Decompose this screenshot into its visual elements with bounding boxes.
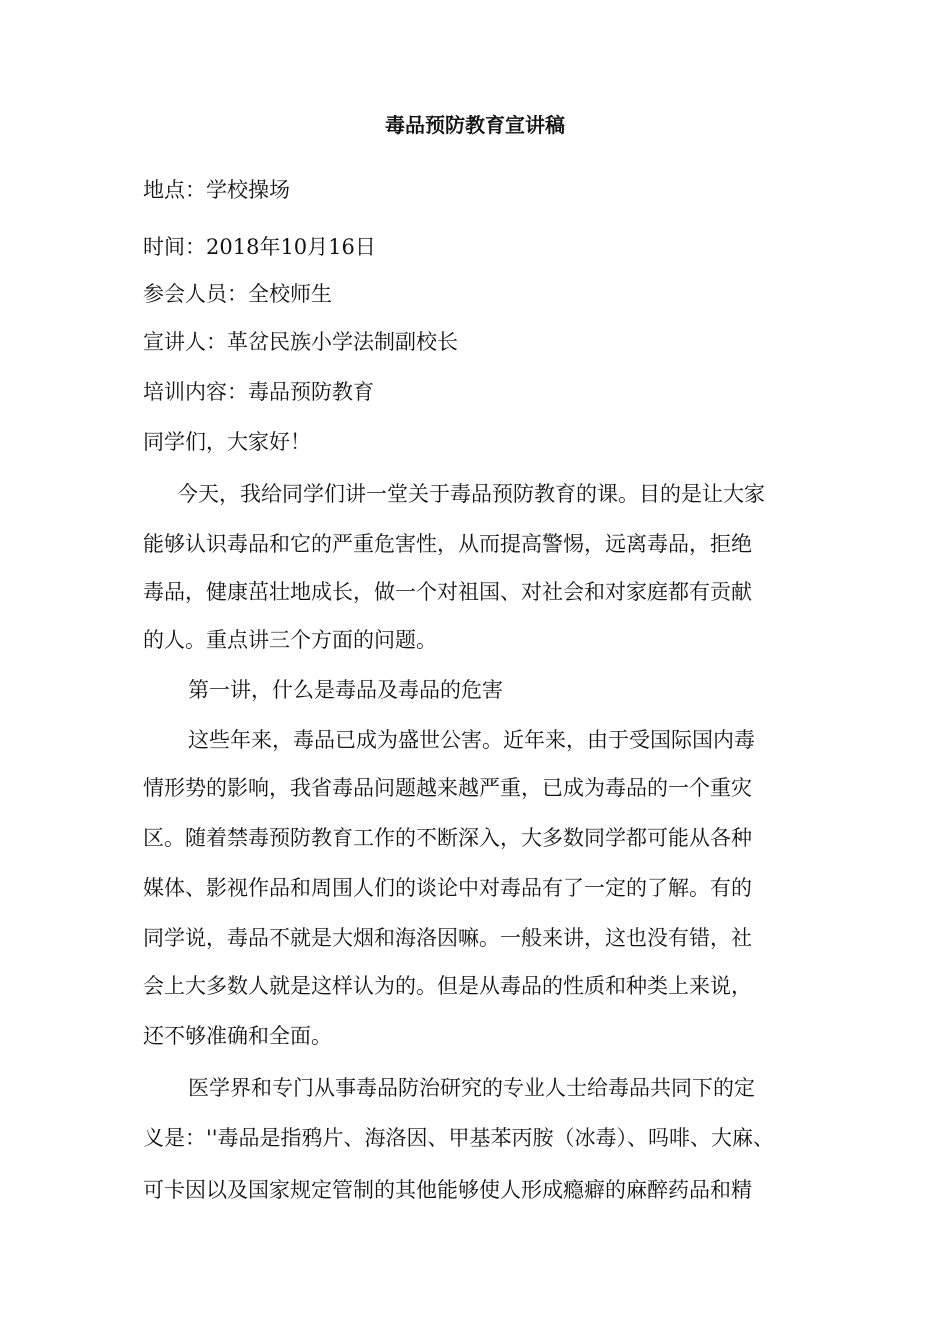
section-heading: 第一讲，什么是毒品及毒品的危害 — [188, 678, 503, 702]
paragraph-line: 同学说，毒品不就是大烟和海洛因嘛。一般来讲，这也没有错，社 — [143, 926, 752, 950]
meta-location: 地点：学校操场 — [143, 178, 290, 202]
paragraph-line: 能够认识毒品和它的严重危害性，从而提高警惕，远离毒品，拒绝 — [143, 532, 752, 556]
paragraph-line: 毒品，健康茁壮地成长，做一个对祖国、对社会和对家庭都有贡献 — [143, 580, 752, 604]
paragraph-line: 义是：''毒品是指鸦片、海洛因、甲基苯丙胺（冰毒）、吗啡、大麻、 — [143, 1126, 775, 1150]
paragraph-line: 医学界和专门从事毒品防治研究的专业人士给毒品共同下的定 — [188, 1076, 755, 1100]
meta-attendees: 参会人员：全校师生 — [143, 282, 332, 306]
paragraph-line: 这些年来，毒品已成为盛世公害。近年来，由于受国际国内毒 — [188, 728, 755, 752]
meta-speaker: 宣讲人：革岔民族小学法制副校长 — [143, 330, 458, 354]
paragraph-line: 还不够准确和全面。 — [143, 1024, 332, 1048]
document-title: 毒品预防教育宣讲稿 — [385, 113, 565, 137]
paragraph-line: 会上大多数人就是这样认为的。但是从毒品的性质和种类上来说， — [143, 974, 752, 998]
paragraph-line: 今天，我给同学们讲一堂关于毒品预防教育的课。目的是让大家 — [177, 482, 765, 506]
greeting: 同学们，大家好！ — [143, 430, 311, 454]
paragraph-line: 可卡因以及国家规定管制的其他能够使人形成瘾癖的麻醉药品和精 — [143, 1178, 752, 1202]
meta-time: 时间：2018年10月16日 — [143, 235, 376, 259]
meta-topic: 培训内容：毒品预防教育 — [143, 380, 374, 404]
paragraph-line: 区。随着禁毒预防教育工作的不断深入，大多数同学都可能从各种 — [143, 826, 752, 850]
paragraph-line: 情形势的影响，我省毒品问题越来越严重，已成为毒品的一个重灾 — [143, 776, 752, 800]
paragraph-line: 媒体、影视作品和周围人们的谈论中对毒品有了一定的了解。有的 — [143, 876, 752, 900]
paragraph-line: 的人。重点讲三个方面的问题。 — [143, 628, 437, 652]
